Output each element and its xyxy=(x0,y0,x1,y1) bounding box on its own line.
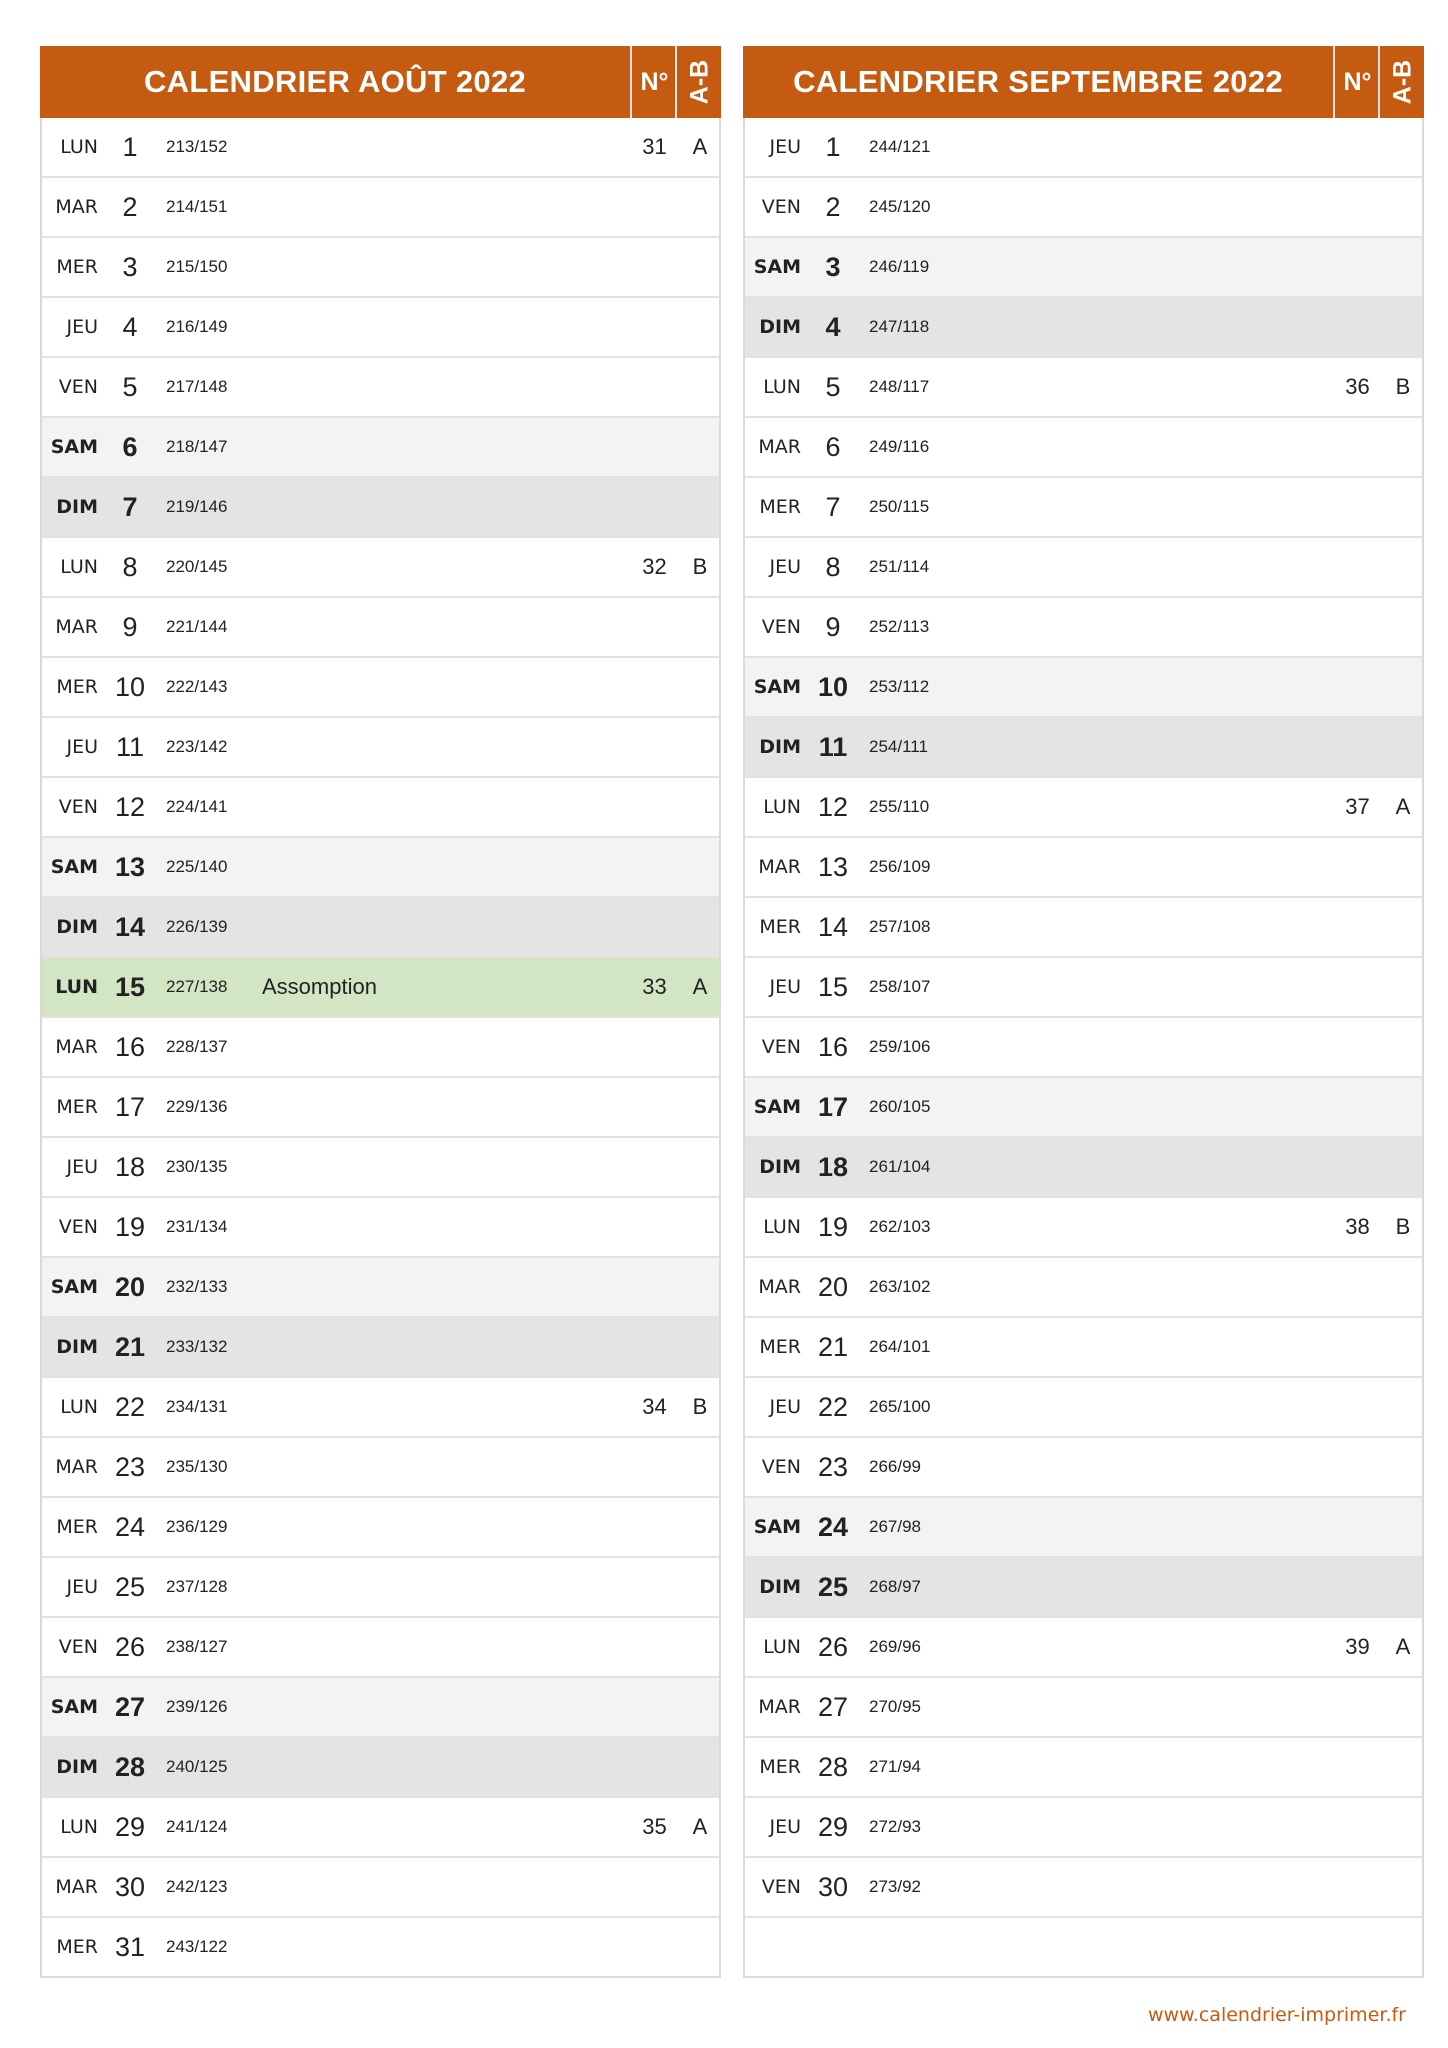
ab-week-header xyxy=(675,46,723,118)
day-row xyxy=(42,1438,719,1498)
day-row xyxy=(745,1138,1422,1198)
day-number: 16 xyxy=(114,1032,146,1062)
day-of-week: SAM xyxy=(753,1096,801,1118)
day-of-year-count: 222/143 xyxy=(166,677,228,696)
day-of-year-count: 214/151 xyxy=(166,197,228,216)
day-number: 29 xyxy=(817,1812,849,1842)
day-row xyxy=(42,298,719,358)
day-number: 27 xyxy=(817,1692,849,1722)
day-list xyxy=(40,118,721,1978)
day-of-year-count: 244/121 xyxy=(869,137,931,156)
month-august xyxy=(40,46,721,1978)
ab-week: A xyxy=(692,974,708,999)
day-of-year-count: 260/105 xyxy=(869,1097,931,1116)
day-number: 1 xyxy=(825,132,841,162)
day-row xyxy=(745,418,1422,478)
day-number: 15 xyxy=(114,972,146,1002)
day-row xyxy=(42,1558,719,1618)
day-of-year-count: 213/152 xyxy=(166,137,228,156)
ab-week: B xyxy=(1395,374,1411,399)
day-of-year-count: 245/120 xyxy=(869,197,931,216)
week-number: 37 xyxy=(1345,794,1370,819)
day-number: 13 xyxy=(114,852,146,882)
day-of-week: LUN xyxy=(763,796,801,818)
day-number: 2 xyxy=(825,192,841,222)
day-row xyxy=(745,178,1422,238)
day-number: 6 xyxy=(122,432,138,462)
day-row xyxy=(745,1738,1422,1798)
day-of-week: SAM xyxy=(753,676,801,698)
day-of-week: SAM xyxy=(50,436,98,458)
day-of-week: MAR xyxy=(758,856,801,878)
day-row xyxy=(745,1258,1422,1318)
day-of-week: DIM xyxy=(759,1156,801,1178)
month-title: CALENDRIER SEPTEMBRE 2022 xyxy=(793,64,1283,99)
day-number: 17 xyxy=(817,1092,849,1122)
day-row xyxy=(42,1498,719,1558)
day-of-year-count: 218/147 xyxy=(166,437,228,456)
day-of-week: LUN xyxy=(55,976,98,998)
day-number: 21 xyxy=(817,1332,849,1362)
day-of-week: DIM xyxy=(56,1336,98,1358)
day-of-week: VEN xyxy=(761,1456,801,1478)
month-title: CALENDRIER AOÛT 2022 xyxy=(143,64,527,99)
day-number: 5 xyxy=(122,372,138,402)
ab-week: B xyxy=(1395,1214,1411,1239)
day-number: 10 xyxy=(817,672,849,702)
day-of-week: MAR xyxy=(758,1276,801,1298)
day-of-year-count: 249/116 xyxy=(869,437,930,456)
ab-week: A xyxy=(692,1814,708,1839)
ab-week: A xyxy=(1395,794,1411,819)
day-row xyxy=(42,1858,719,1918)
day-row xyxy=(745,1798,1422,1858)
day-of-year-count: 250/115 xyxy=(869,497,930,516)
day-of-year-count: 238/127 xyxy=(166,1637,228,1656)
day-of-year-count: 264/101 xyxy=(869,1337,931,1356)
day-of-year-count: 273/92 xyxy=(869,1877,921,1896)
day-of-year-count: 235/130 xyxy=(166,1457,228,1476)
day-of-year-count: 243/122 xyxy=(166,1937,228,1956)
day-number: 23 xyxy=(817,1452,849,1482)
day-of-year-count: 226/139 xyxy=(166,917,228,936)
day-of-week: VEN xyxy=(761,616,801,638)
day-number: 12 xyxy=(114,792,146,822)
day-row xyxy=(42,1258,719,1318)
day-number: 17 xyxy=(114,1092,146,1122)
day-row xyxy=(42,718,719,778)
day-of-year-count: 246/119 xyxy=(869,257,930,276)
day-row xyxy=(42,778,719,838)
day-of-year-count: 265/100 xyxy=(869,1397,931,1416)
day-number: 20 xyxy=(114,1272,146,1302)
day-of-week: SAM xyxy=(50,1276,98,1298)
day-of-year-count: 230/135 xyxy=(166,1157,228,1176)
day-of-year-count: 215/150 xyxy=(166,257,228,276)
day-row xyxy=(42,358,719,418)
day-number: 26 xyxy=(114,1632,146,1662)
day-row xyxy=(745,598,1422,658)
day-of-week: MER xyxy=(56,676,98,698)
day-number: 15 xyxy=(817,972,849,1002)
day-of-year-count: 252/113 xyxy=(869,617,930,636)
day-number: 6 xyxy=(825,432,841,462)
ab-week-header xyxy=(1378,46,1426,118)
day-of-week: JEU xyxy=(66,316,98,338)
day-number: 7 xyxy=(825,492,841,522)
day-number: 27 xyxy=(114,1692,146,1722)
day-row xyxy=(42,238,719,298)
day-row xyxy=(745,1018,1422,1078)
day-of-week: LUN xyxy=(60,556,98,578)
day-row xyxy=(42,1198,719,1258)
week-number: 39 xyxy=(1345,1634,1370,1659)
day-row xyxy=(42,538,719,598)
day-of-week: MAR xyxy=(55,1036,98,1058)
day-of-week: VEN xyxy=(58,1636,98,1658)
day-of-week: JEU xyxy=(769,1396,801,1418)
day-of-week: DIM xyxy=(56,916,98,938)
day-row xyxy=(745,1378,1422,1438)
day-number: 14 xyxy=(817,912,849,942)
day-number: 11 xyxy=(115,732,145,762)
week-number: 32 xyxy=(642,554,667,579)
day-number: 16 xyxy=(817,1032,849,1062)
day-number: 4 xyxy=(825,312,841,342)
day-number: 22 xyxy=(114,1392,146,1422)
day-of-week: VEN xyxy=(58,796,98,818)
day-row xyxy=(745,358,1422,418)
day-of-week: LUN xyxy=(763,1636,801,1658)
day-of-year-count: 242/123 xyxy=(166,1877,228,1896)
day-row xyxy=(42,1078,719,1138)
day-row xyxy=(42,1738,719,1798)
day-row xyxy=(745,1678,1422,1738)
month-september xyxy=(743,46,1424,1978)
week-number: 35 xyxy=(642,1814,667,1839)
ab-week: B xyxy=(692,1394,708,1419)
day-of-year-count: 271/94 xyxy=(869,1757,921,1776)
day-of-week: JEU xyxy=(769,136,801,158)
month-header xyxy=(40,46,721,118)
day-of-week: SAM xyxy=(753,256,801,278)
day-number: 28 xyxy=(114,1752,146,1782)
day-of-week: VEN xyxy=(761,1876,801,1898)
day-row xyxy=(42,958,719,1018)
day-row xyxy=(745,898,1422,958)
day-number: 3 xyxy=(825,252,841,282)
day-row xyxy=(42,118,719,178)
day-of-year-count: 262/103 xyxy=(869,1217,931,1236)
day-of-year-count: 217/148 xyxy=(166,377,228,396)
day-of-year-count: 232/133 xyxy=(166,1277,228,1296)
day-of-week: MAR xyxy=(55,1876,98,1898)
day-number: 26 xyxy=(817,1632,849,1662)
day-of-year-count: 234/131 xyxy=(166,1397,228,1416)
ab-week: A xyxy=(692,134,708,159)
month-header xyxy=(743,46,1424,118)
day-of-week: LUN xyxy=(763,376,801,398)
day-row xyxy=(42,1798,719,1858)
ab-week-header-label: A-B xyxy=(685,59,714,105)
day-of-week: DIM xyxy=(759,736,801,758)
day-of-year-count: 224/141 xyxy=(166,797,228,816)
day-of-week: JEU xyxy=(769,976,801,998)
day-of-week: DIM xyxy=(56,1756,98,1778)
day-number: 10 xyxy=(114,672,146,702)
day-of-year-count: 272/93 xyxy=(869,1817,921,1836)
week-number-header: N° xyxy=(630,46,677,118)
day-row xyxy=(745,1498,1422,1558)
day-row xyxy=(42,478,719,538)
day-of-week: DIM xyxy=(759,316,801,338)
day-of-week: MAR xyxy=(55,196,98,218)
day-of-week: MAR xyxy=(55,1456,98,1478)
day-of-week: VEN xyxy=(761,196,801,218)
day-of-week: VEN xyxy=(58,1216,98,1238)
day-of-year-count: 254/111 xyxy=(869,737,928,756)
day-row xyxy=(42,418,719,478)
day-number: 1 xyxy=(122,132,138,162)
day-row xyxy=(42,838,719,898)
day-number: 2 xyxy=(122,192,138,222)
day-row xyxy=(745,658,1422,718)
day-row xyxy=(42,178,719,238)
day-row xyxy=(745,778,1422,838)
day-of-year-count: 223/142 xyxy=(166,737,228,756)
day-row xyxy=(42,1018,719,1078)
day-row xyxy=(745,538,1422,598)
day-number: 28 xyxy=(817,1752,849,1782)
day-number: 22 xyxy=(817,1392,849,1422)
day-of-year-count: 216/149 xyxy=(166,317,228,336)
day-of-week: SAM xyxy=(50,856,98,878)
week-number: 38 xyxy=(1345,1214,1370,1239)
day-row xyxy=(745,1078,1422,1138)
day-of-week: DIM xyxy=(56,496,98,518)
day-number: 3 xyxy=(122,252,138,282)
day-number: 14 xyxy=(114,912,146,942)
day-of-week: JEU xyxy=(66,1576,98,1598)
day-of-year-count: 239/126 xyxy=(166,1697,228,1716)
week-number-header: N° xyxy=(1333,46,1380,118)
day-number: 21 xyxy=(114,1332,146,1362)
day-of-week: JEU xyxy=(66,736,98,758)
day-of-week: MER xyxy=(759,496,801,518)
day-of-year-count: 227/138 xyxy=(166,977,228,996)
day-of-week: JEU xyxy=(769,1816,801,1838)
day-of-week: MER xyxy=(759,1336,801,1358)
day-of-year-count: 225/140 xyxy=(166,857,228,876)
day-row xyxy=(745,478,1422,538)
day-number: 23 xyxy=(114,1452,146,1482)
day-of-year-count: 267/98 xyxy=(869,1517,921,1536)
day-number: 18 xyxy=(817,1152,849,1182)
day-of-week: MER xyxy=(56,256,98,278)
day-number: 4 xyxy=(122,312,138,342)
day-row xyxy=(745,118,1422,178)
day-of-year-count: 237/128 xyxy=(166,1577,228,1596)
day-number: 7 xyxy=(122,492,138,522)
day-row xyxy=(745,1198,1422,1258)
day-of-year-count: 240/125 xyxy=(166,1757,228,1776)
day-number: 18 xyxy=(114,1152,146,1182)
day-list xyxy=(743,118,1424,1978)
holiday-label: Assomption xyxy=(262,974,377,999)
day-number: 30 xyxy=(114,1872,146,1902)
day-row xyxy=(745,1618,1422,1678)
ab-week: B xyxy=(692,554,708,579)
day-number: 9 xyxy=(825,612,841,642)
day-of-week: LUN xyxy=(763,1216,801,1238)
week-number: 33 xyxy=(642,974,667,999)
day-of-week: MAR xyxy=(758,1696,801,1718)
day-number: 20 xyxy=(817,1272,849,1302)
day-number: 24 xyxy=(114,1512,146,1542)
day-number: 12 xyxy=(817,792,849,822)
day-of-year-count: 229/136 xyxy=(166,1097,228,1116)
day-row xyxy=(745,1858,1422,1918)
day-of-year-count: 219/146 xyxy=(166,497,228,516)
day-row xyxy=(745,1318,1422,1378)
day-of-year-count: 247/118 xyxy=(869,317,930,336)
empty-row xyxy=(745,1918,1422,1976)
day-of-year-count: 257/108 xyxy=(869,917,931,936)
day-of-year-count: 255/110 xyxy=(869,797,930,816)
day-of-year-count: 263/102 xyxy=(869,1277,931,1296)
day-of-year-count: 231/134 xyxy=(166,1217,228,1236)
day-row xyxy=(42,1678,719,1738)
day-row xyxy=(745,838,1422,898)
day-of-year-count: 270/95 xyxy=(869,1697,921,1716)
day-of-week: JEU xyxy=(66,1156,98,1178)
day-of-week: MER xyxy=(56,1936,98,1958)
day-of-year-count: 259/106 xyxy=(869,1037,931,1056)
day-of-year-count: 236/129 xyxy=(166,1517,228,1536)
day-row xyxy=(42,1918,719,1976)
day-number: 9 xyxy=(122,612,138,642)
ab-week: A xyxy=(1395,1634,1411,1659)
day-row xyxy=(42,1138,719,1198)
day-number: 13 xyxy=(817,852,849,882)
day-of-week: LUN xyxy=(60,1816,98,1838)
day-of-week: DIM xyxy=(759,1576,801,1598)
day-number: 8 xyxy=(122,552,138,582)
footer-website-link[interactable]: www.calendrier-imprimer.fr xyxy=(1147,2004,1406,2026)
day-of-year-count: 266/99 xyxy=(869,1457,921,1476)
day-of-week: SAM xyxy=(753,1516,801,1538)
day-of-year-count: 248/117 xyxy=(869,377,930,396)
day-of-week: MAR xyxy=(55,616,98,638)
day-row xyxy=(42,1378,719,1438)
day-number: 24 xyxy=(817,1512,849,1542)
day-of-year-count: 258/107 xyxy=(869,977,931,996)
day-row xyxy=(42,1618,719,1678)
day-row xyxy=(745,1438,1422,1498)
day-of-year-count: 261/104 xyxy=(869,1157,931,1176)
day-of-week: MER xyxy=(759,916,801,938)
day-number: 31 xyxy=(114,1932,146,1962)
ab-week-header-label: A-B xyxy=(1388,59,1417,105)
day-number: 8 xyxy=(825,552,841,582)
day-of-week: JEU xyxy=(769,556,801,578)
day-number: 25 xyxy=(817,1572,849,1602)
day-of-week: VEN xyxy=(58,376,98,398)
day-of-year-count: 251/114 xyxy=(869,557,930,576)
day-of-week: LUN xyxy=(60,1396,98,1418)
day-row xyxy=(745,238,1422,298)
day-of-year-count: 253/112 xyxy=(869,677,930,696)
day-row xyxy=(745,718,1422,778)
day-row xyxy=(745,1558,1422,1618)
day-of-year-count: 241/124 xyxy=(166,1817,228,1836)
day-number: 5 xyxy=(825,372,841,402)
day-of-year-count: 233/132 xyxy=(166,1337,228,1356)
day-of-year-count: 268/97 xyxy=(869,1577,921,1596)
day-row xyxy=(745,298,1422,358)
day-number: 19 xyxy=(817,1212,849,1242)
day-of-year-count: 256/109 xyxy=(869,857,931,876)
day-of-week: VEN xyxy=(761,1036,801,1058)
day-of-week: SAM xyxy=(50,1696,98,1718)
day-number: 25 xyxy=(114,1572,146,1602)
day-of-week: MAR xyxy=(758,436,801,458)
week-number: 31 xyxy=(642,134,667,159)
week-number: 36 xyxy=(1345,374,1370,399)
day-of-year-count: 269/96 xyxy=(869,1637,921,1656)
day-row xyxy=(745,958,1422,1018)
day-of-week: MER xyxy=(56,1096,98,1118)
day-row xyxy=(42,1318,719,1378)
day-of-week: MER xyxy=(56,1516,98,1538)
day-row xyxy=(42,658,719,718)
day-number: 30 xyxy=(817,1872,849,1902)
day-of-week: LUN xyxy=(60,136,98,158)
day-row xyxy=(42,598,719,658)
day-of-year-count: 228/137 xyxy=(166,1037,228,1056)
day-of-year-count: 220/145 xyxy=(166,557,228,576)
day-of-year-count: 221/144 xyxy=(166,617,228,636)
day-of-week: MER xyxy=(759,1756,801,1778)
day-number: 19 xyxy=(114,1212,146,1242)
day-row xyxy=(42,898,719,958)
day-number: 29 xyxy=(114,1812,146,1842)
week-number: 34 xyxy=(642,1394,667,1419)
day-number: 11 xyxy=(818,732,848,762)
